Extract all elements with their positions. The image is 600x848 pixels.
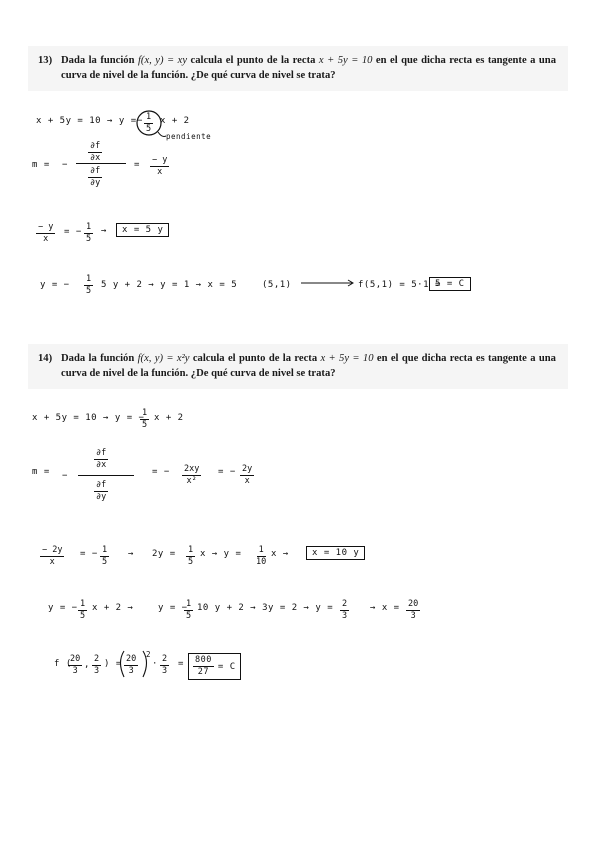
denominator: x: [157, 167, 163, 177]
s14-l5-eq: =: [178, 659, 184, 669]
s13-line1-minus: −: [137, 116, 143, 126]
numerator: 2: [342, 599, 348, 609]
s14-eq2: = −: [218, 467, 236, 477]
s14-line1-right: x + 2: [154, 413, 184, 423]
problem-number: 13): [38, 55, 53, 66]
denominator: x: [49, 557, 55, 567]
s14-m-minus: −: [62, 471, 68, 481]
denominator: 5: [142, 420, 148, 430]
s14-l4-m3: → x =: [370, 603, 400, 613]
s14-l3-x-arrow2: x →: [271, 549, 289, 559]
denominator: 3: [128, 666, 134, 676]
s14-l5-close: ) =: [104, 659, 122, 669]
numerator: 1: [142, 408, 148, 418]
s13-line1-left: x + 5y = 10 → y =: [36, 116, 137, 126]
denominator: 3: [72, 666, 78, 676]
s13-pendiente: pendiente: [166, 132, 212, 141]
text-before: Dada la función: [61, 55, 138, 66]
s13-l3-arrow: →: [101, 226, 107, 236]
denominator: x: [244, 476, 250, 486]
numerator: − 2y: [42, 545, 63, 555]
numerator: 1: [258, 545, 264, 555]
line-equation: x + 5y = 10: [318, 55, 373, 66]
numerator: 1: [102, 545, 108, 555]
denominator: 5: [188, 557, 194, 567]
denominator: 3: [410, 611, 416, 621]
numerator: 20: [126, 654, 137, 664]
s14-eq1: = −: [152, 467, 170, 477]
numerator: 1: [80, 599, 86, 609]
s13-f-eval: f(5,1) = 5·1 =: [358, 280, 441, 290]
numerator: 1: [146, 112, 152, 122]
numerator: 1: [188, 545, 194, 555]
line-equation: x + 5y = 10: [320, 353, 374, 364]
s13-m-minus: −: [62, 160, 68, 170]
s13-eq: =: [134, 160, 140, 170]
s14-l3-2y: 2y =: [152, 549, 176, 559]
s14-l4-m1: x + 2 →: [92, 603, 134, 613]
s14-l5-square: 2: [146, 650, 152, 659]
s14-box-result: x = 10 y: [306, 546, 365, 560]
s14-l4-y: y = −: [48, 603, 78, 613]
numerator: 2xy: [184, 464, 200, 474]
denominator: x: [43, 234, 49, 244]
numerator: 2: [162, 654, 168, 664]
s13-box-level: 5 = C: [429, 277, 471, 291]
denominator: 3: [94, 666, 100, 676]
denominator: 5: [186, 611, 192, 621]
s13-point: (5,1): [262, 280, 292, 290]
s13-l4-mid: 5 y + 2 → y = 1 → x = 5: [101, 280, 238, 290]
dx: ∂x: [90, 153, 101, 163]
s14-l5-f: f (: [54, 659, 72, 669]
s14-l4-m2: 10 y + 2 → 3y = 2 → y =: [197, 603, 334, 613]
dy: ∂y: [96, 492, 107, 502]
s14-l3-eq: = −: [80, 549, 98, 559]
numerator: 1: [86, 274, 92, 284]
s13-l4-left: y = −: [40, 280, 70, 290]
numerator: − y: [152, 155, 168, 165]
pendiente-arrow: [158, 132, 166, 137]
denominator: 3: [342, 611, 348, 621]
numerator: 800: [195, 655, 212, 665]
numerator: 2y: [242, 464, 253, 474]
text-end: en el que dicha recta es tangente a una curva de nivel de la función. ¿De qué curva de nivel se trata?: [61, 55, 556, 81]
numerator: 1: [86, 222, 92, 232]
text-after: calcula el punto de la recta: [189, 353, 321, 364]
denominator: 3: [162, 666, 168, 676]
s13-m-label: m =: [32, 160, 50, 170]
numerator: 20: [70, 654, 81, 664]
s14-l3-arrow1: →: [128, 549, 134, 559]
denominator: 5: [102, 557, 108, 567]
level-c: = C: [217, 661, 236, 672]
df: ∂f: [96, 480, 107, 490]
s14-line1-left: x + 5y = 10 → y = −: [32, 413, 145, 423]
dx: ∂x: [96, 460, 107, 470]
s14-l5-dot: ·: [152, 659, 158, 669]
s14-l5-comma: ,: [84, 660, 90, 670]
denominator: 5: [86, 286, 92, 296]
numerator: 2: [94, 654, 100, 664]
function-formula: f(x, y) = x²y: [137, 353, 190, 364]
s14-m-label: m =: [32, 467, 50, 477]
text-before: Dada la función: [61, 353, 138, 364]
s14-l3-x-arrow: x → y =: [200, 549, 242, 559]
slope-circle: [137, 111, 161, 135]
denominator: 10: [256, 557, 267, 567]
s13-box-result: x = 5 y: [116, 223, 169, 237]
right-paren: [143, 651, 147, 677]
numerator: 1: [186, 599, 192, 609]
problem-number: 14): [38, 353, 53, 364]
text-end: en el que dicha recta es tangente a una curva de nivel de la función. ¿De qué curva de nivel se trata?: [61, 353, 556, 379]
dy: ∂y: [90, 178, 101, 188]
s14-l4-y2: y = −: [158, 603, 188, 613]
numerator: − y: [38, 222, 54, 232]
df: ∂f: [90, 166, 101, 176]
s13-l3-eq: = −: [64, 227, 82, 237]
df: ∂f: [96, 448, 107, 458]
function-formula: f(x, y) = xy: [137, 55, 188, 66]
s13-line1-right: x + 2: [160, 116, 190, 126]
text-after: calcula el punto de la recta: [187, 55, 319, 66]
denominator: 5: [80, 611, 86, 621]
denominator: 27: [197, 667, 210, 677]
left-paren: [121, 651, 125, 677]
denominator: 5: [146, 124, 152, 134]
df: ∂f: [90, 141, 101, 151]
denominator: 5: [86, 234, 92, 244]
numerator: 20: [408, 599, 419, 609]
denominator: x²: [186, 476, 197, 486]
